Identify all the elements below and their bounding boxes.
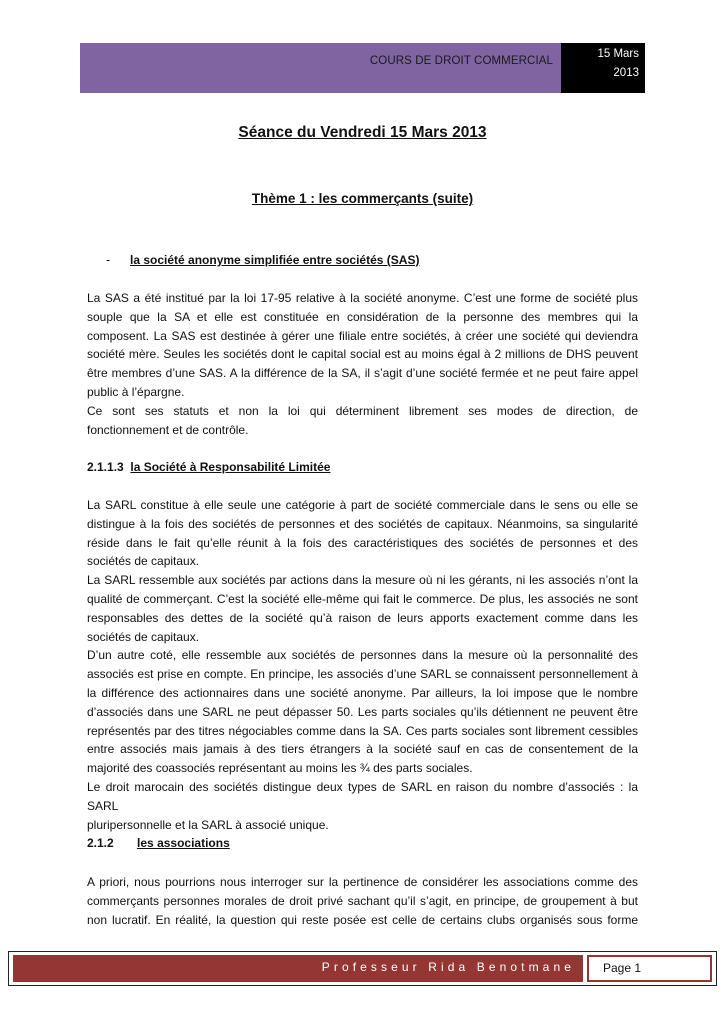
text-line: souple que la SA et elle est constituée en considération de la personne des membres qui la bbox=[87, 309, 638, 324]
footer-band bbox=[13, 955, 583, 982]
text-line: La SARL constitue à elle seule une catégorie à part de société commerciale dans le sens ou elle se bbox=[87, 498, 638, 512]
text-line: la différence des actionnaires dans une société anonyme. Par ailleurs, la loi impose que le nombre bbox=[87, 685, 638, 700]
section-heading-sarl bbox=[87, 460, 330, 474]
text-line: La SARL ressemble aux sociétés par actions dans la mesure où ni les gérants, ni les associés n’ont la bbox=[87, 573, 638, 588]
text-line: associés est prise en compte. En principe, les associés d’une SARL se connaissent personnellement à bbox=[87, 667, 638, 682]
page-number: Page 1 bbox=[587, 955, 712, 982]
text-line: d’associés dans une SARL ne peut dépasser 50. Les parts sociales qu’ils détiennent ne peuvent être bbox=[87, 704, 638, 719]
theme-heading: Thème 1 : les commerçants (suite) bbox=[251, 191, 474, 206]
text-line: Le droit marocain des sociétés distingue deux types de SARL en raison du nombre d’associés : la SARL bbox=[87, 779, 638, 813]
section-title: les associations bbox=[137, 836, 230, 850]
section-title: la Société à Responsabilité Limitée bbox=[130, 460, 331, 474]
section-heading-associations bbox=[87, 836, 230, 850]
page-header bbox=[80, 43, 645, 93]
text-line: fonctionnement et de contrôle. bbox=[87, 422, 249, 437]
paragraph-associations bbox=[87, 873, 638, 929]
text-line: pluripersonnelle et la SARL à associé unique. bbox=[87, 817, 329, 832]
header-date bbox=[561, 43, 645, 93]
header-band bbox=[80, 43, 561, 93]
text-line: qualité de commerçant. C’est la société elle-même qui fait le commerce. De plus, les associés ne sont bbox=[87, 591, 638, 606]
text-line: A priori, nous pourrions nous interroger sur la pertinence de considérer les associations comme des bbox=[87, 875, 638, 889]
text-line: société mère. Seules les sociétés dont le capital social est au moins égal à 2 millions de DHS peuvent bbox=[87, 347, 638, 362]
page-footer bbox=[13, 955, 712, 982]
text-line: responsables des dettes de la société qu’à raison de leurs apports exactement comme dans les bbox=[87, 610, 638, 625]
course-title: COURS DE DROIT COMMERCIAL bbox=[369, 55, 553, 67]
text-line: public à l’épargne. bbox=[87, 384, 185, 399]
text-line: commerçants personnes morales de droit privé sachant qu’il s’agit, en principe, de groupement à but bbox=[87, 893, 638, 908]
text-line: représentés par des titres négociables comme dans la SA. Ces parts sociales sont librement cessibles bbox=[87, 723, 638, 738]
text-line: réside dans le fait qu’elle réunit à la fois des caractéristiques des sociétés de personnes et des bbox=[87, 535, 638, 550]
section-number: 2.1.1.3 bbox=[87, 460, 124, 474]
paragraph-sarl bbox=[87, 496, 638, 834]
text-line: sociétés de capitaux. bbox=[87, 554, 200, 569]
bullet-heading-sas: la société anonyme simplifiée entre sociétés (SAS) bbox=[130, 253, 420, 267]
section-number: 2.1.2 bbox=[87, 836, 114, 850]
text-line: composent. La SAS est destinée à gérer une filiale entre sociétés, à créer une société qui deviendra bbox=[87, 328, 638, 343]
bullet-dash: - bbox=[106, 253, 111, 267]
text-line: majorité des coassociés représentant au moins les ¾ des parts sociales. bbox=[87, 761, 473, 776]
header-date-line2: 2013 bbox=[613, 67, 639, 79]
text-line: entre associés mais jamais à des tiers étrangers à la société sauf en cas de consentement de la bbox=[87, 742, 638, 757]
footer-author: Professeur Rida Benotmane bbox=[321, 960, 575, 974]
text-line: Ce sont ses statuts et non la loi qui déterminent librement ses modes de direction, de bbox=[87, 403, 638, 418]
header-date-line1: 15 Mars bbox=[597, 48, 639, 60]
text-line: être membres d’une SAS. A la différence de la SA, il s’agit d’une société fermée et ne peut faire appel bbox=[87, 366, 638, 381]
text-line: distingue à la fois des sociétés de personnes et des sociétés de capitaux. Néanmoins, sa singularité bbox=[87, 516, 638, 531]
text-line: non lucratif. En réalité, la question qui reste posée est celle de certains clubs organisés sous forme bbox=[87, 912, 638, 927]
text-line: sociétés de capitaux. bbox=[87, 629, 200, 644]
paragraph-sas bbox=[87, 289, 638, 439]
text-line: D’un autre coté, elle ressemble aux sociétés de personnes dans la mesure où la personnalité des bbox=[87, 648, 638, 663]
page-title: Séance du Vendredi 15 Mars 2013 bbox=[238, 124, 487, 141]
text-line: La SAS a été institué par la loi 17-95 relative à la société anonyme. C’est une forme de société plus bbox=[87, 291, 638, 305]
